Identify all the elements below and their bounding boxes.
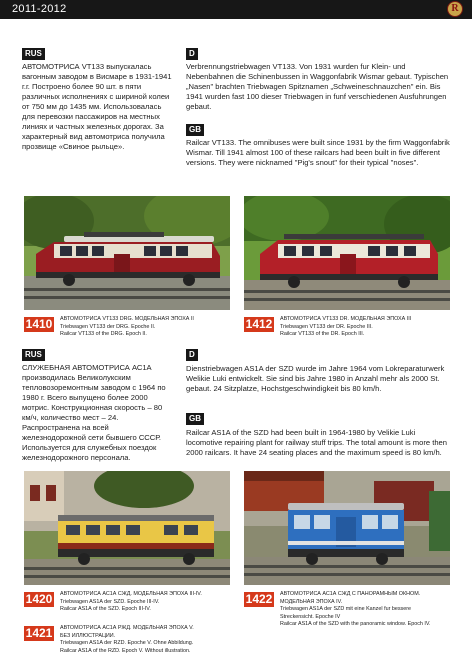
product-caption-1421 bbox=[60, 625, 230, 655]
caption-line: МОДЕЛЬНАЯ ЭПОХА IV. bbox=[280, 598, 343, 605]
product-number-1421: 1421 bbox=[25, 626, 53, 640]
catalog-year: 2011-2012 bbox=[12, 3, 67, 15]
caption-line: Railcar AS1A of the SZD. Epoch III-IV. bbox=[60, 606, 151, 612]
caption-line: Railcar AS1A of the RZD. Epoch V. Without illustration. bbox=[60, 647, 191, 654]
product-photo-1410 bbox=[24, 196, 230, 310]
product-photo-1422 bbox=[244, 471, 450, 585]
product-photo-1412 bbox=[244, 196, 450, 310]
caption-line: АВТОМОТРИСА АС1А РЖД. МОДЕЛЬНАЯ ЭПОХА V. bbox=[60, 625, 194, 631]
caption-line: АВТОМОТРИСА VT133 DRG. МОДЕЛЬНАЯ ЭПОХА II bbox=[60, 316, 194, 322]
description-en: Railcar VT133. The omnibuses were built since 1931 by the firm Waggonfabrik Wismar. Till 1941 almost 100 of these railcars had been built in five different versions. They were nicknamed "Pig's snout" for their typical "noses". bbox=[186, 138, 450, 167]
description-de: Verbrennungstriebwagen VT133. Von 1931 wurden fur Klein- und Nebenbahnen die Schinenbussen in Waggonfabrik Wismar gebaut. Typischen „Nasen" brachten Triebwagen Spitznamen „Schweineschnauzchen" ein. Bis 1941 wurden fast 100 dieser Triebwagen in funf verschiedenen Ausfuhrungen gebaut. bbox=[186, 62, 449, 111]
product-number-1422: 1422 bbox=[245, 592, 273, 606]
description-en-2: Railcar AS1A of the SZD had been built in 1964-1980 by Velikie Luki locomotive repairing plant for railway stuff trips. The total amount is more then 2000 railcars. It have 24 seating places and the maximum speed is 80 km/h. bbox=[186, 428, 447, 457]
caption-line: Triebwagen VT133 der DRG. Epoche II. bbox=[60, 323, 156, 330]
lang-tag-gb-2: GB bbox=[186, 413, 204, 425]
caption-line: Streckensicht. Epoche IV bbox=[280, 613, 341, 620]
product-number-1412: 1412 bbox=[245, 317, 273, 331]
caption-line: Triebwagen AS1A der RZD. Epoche V. Ohne Abbildung. bbox=[60, 640, 194, 646]
lang-tag-gb: GB bbox=[186, 124, 204, 136]
caption-line: БЕЗ ИЛЛЮСТРАЦИИ. bbox=[60, 632, 116, 639]
caption-line: АВТОМОТРИСА VT133 DR. МОДЕЛЬНАЯ ЭПОХА III bbox=[280, 316, 412, 322]
caption-line: Triebwagen AS1A der SZD. Epoche III-IV. bbox=[60, 598, 160, 605]
brand-logo bbox=[447, 1, 463, 17]
product-photo-1420 bbox=[24, 471, 230, 585]
caption-line: Railcar AS1A of the SZD with the panoramic window. Epoch IV. bbox=[280, 621, 431, 627]
lang-tag-de: D bbox=[186, 48, 198, 60]
caption-line: Triebwagen VT133 der DR. Epoche III. bbox=[280, 323, 373, 330]
product-caption-1422 bbox=[280, 591, 452, 629]
caption-line: Railcar VT133 of the DRG. Epoch II. bbox=[60, 331, 147, 337]
caption-line: АВТОМОТРИСА АС1А СЖД. МОДЕЛЬНАЯ ЭПОХА III-IV. bbox=[60, 591, 202, 597]
lang-tag-rus-2: RUS bbox=[22, 349, 45, 361]
product-caption-1410 bbox=[60, 316, 230, 339]
page-header bbox=[0, 0, 472, 19]
product-number-1420: 1420 bbox=[25, 592, 53, 606]
lang-tag-rus: RUS bbox=[22, 48, 45, 60]
product-caption-1412 bbox=[280, 316, 452, 339]
description-rus: АВТОМОТРИСА VT133 выпускалась вагонным заводом в Висмаре в 1931-1941 г.г. Построено более 90 шт. в пяти различных исполнениях с шириной колеи от 750 мм до 1435 мм. Использовалась для перевозки пассажиров на местных линиях и частных железных дорогах. За характерный вид автомотриса получила прозвище «Свиное рыльце». bbox=[22, 62, 172, 151]
caption-line: Railcar VT133 of the DR. Epoch III. bbox=[280, 331, 365, 337]
product-caption-1420 bbox=[60, 591, 230, 614]
caption-line: Triebwagen AS1A der SZD mit eine Kanzel fur bessere bbox=[280, 606, 412, 612]
lang-tag-de-2: D bbox=[186, 349, 198, 361]
product-number-1410: 1410 bbox=[25, 317, 53, 331]
logo-letter: R bbox=[451, 3, 459, 14]
description-rus-2: СЛУЖЕБНАЯ АВТОМОТРИСА АС1А производилась Великолукским тепловозоремонтным заводом с 1964 по 1980 г. Всего выпущено более 2000 мотрис. Конструкционная скорость – 80 км/ч, количество мест – 24. Распространена на всей железнодорожной сети бывшего СССР. Используется для служебных поездок железнодорожного персонала. bbox=[22, 363, 166, 462]
description-de-2: Dienstriebwagen AS1A der SZD wurde im Jahre 1964 vom Lokreparaturwerk Welikie Luki entwickelt. Sie sind bis Jahre 1980 in Anzahl mehr als 2000 St. gebaut. 24 Sitzplatze, Hochstgeschwindigkeit bis 80 km/h. bbox=[186, 364, 445, 393]
caption-line: АВТОМОТРИСА АС1А СЖД С ПАНОРАМНЫМ ОКНОМ. bbox=[280, 591, 421, 597]
